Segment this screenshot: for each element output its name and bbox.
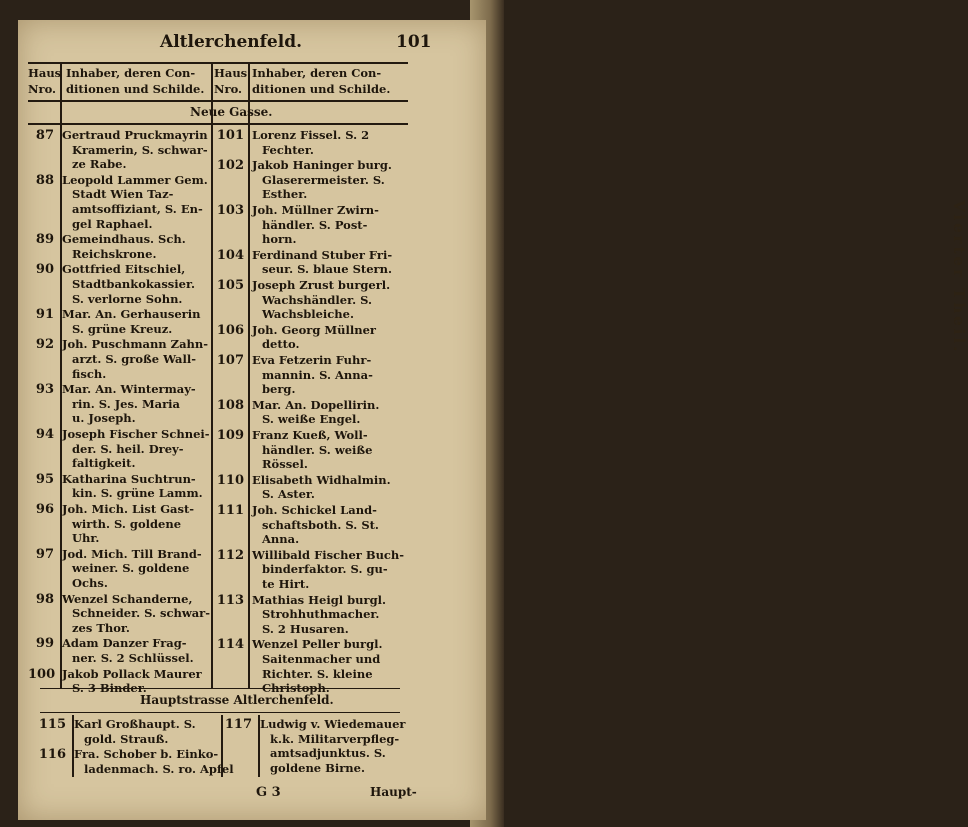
entry-text-line: S. verlorne Sohn. xyxy=(72,291,183,306)
rule-after-hauptstrasse xyxy=(40,712,400,713)
entry-number: 117 xyxy=(224,717,252,732)
entry-text-line: Eva Fetzerin Fuhr- xyxy=(252,353,372,367)
section-heading-hauptstrasse: Hauptstrasse Altlerchenfeld. xyxy=(140,693,334,707)
rule-top xyxy=(28,62,408,64)
col-owner-label-right-1: Inhaber, deren Con- xyxy=(252,66,382,80)
col-house-label-left: Haus xyxy=(28,66,62,80)
entry-text-line: weiner. S. goldene xyxy=(72,561,190,576)
entry-number: 113 xyxy=(216,592,244,608)
left-column xyxy=(28,128,211,696)
entry-text-line: arzt. S. große Wall- xyxy=(72,352,196,366)
entry-text-line: Gemeindhaus. Sch. xyxy=(62,232,186,247)
entry-text-line: u. Joseph. xyxy=(72,411,136,426)
entry-text-line: S. Aster. xyxy=(262,487,315,502)
entry-number: 93 xyxy=(35,382,54,398)
entry-text-line: te Hirt. xyxy=(262,577,310,591)
entry-text-line: Schneider. S. schwar- xyxy=(72,606,211,621)
col-number-label-left: Nro. xyxy=(28,82,57,96)
entry-number: 111 xyxy=(216,503,244,518)
entry-text-line: Karl Großhaupt. S. xyxy=(74,717,196,731)
entry-text-line: gold. Strauß. xyxy=(84,731,169,746)
entry-number: 103 xyxy=(216,203,244,218)
entry-text-line: Lorenz Fissel. S. 2 xyxy=(252,128,370,142)
entry-text-line: Franz Kueß, Woll- xyxy=(252,428,368,442)
entry-text-line: Wachsbleiche. xyxy=(262,307,354,322)
entry-text-line: amtsadjunktus. S. xyxy=(270,746,386,761)
entry-text-line: wirth. S. goldene xyxy=(72,516,182,531)
entry-text-line: ner. S. 2 Schlüssel. xyxy=(72,651,194,665)
bottom-right-column xyxy=(224,717,408,781)
entry-text-line: Joseph Fischer Schnei- xyxy=(62,427,210,441)
entry-text-line: schaftsboth. S. St. xyxy=(262,517,379,532)
entry-text-line: Mar. An. Gerhauserin xyxy=(62,307,201,322)
entry-number: 90 xyxy=(35,262,54,278)
entry-number: 98 xyxy=(35,591,54,607)
entry-text-line: Jakob Pollack Maurer xyxy=(62,666,202,681)
entry-number: 105 xyxy=(216,278,244,293)
right-column xyxy=(214,128,408,696)
entry-text-line: Fra. Schober b. Einko- xyxy=(74,747,219,762)
entry-text-line: Fechter. xyxy=(262,142,314,157)
entry-number: 88 xyxy=(35,172,54,188)
page-number: 101 xyxy=(396,32,432,52)
entry-text-line: Jakob Haninger burg. xyxy=(252,158,392,173)
entry-number: 102 xyxy=(216,158,244,174)
spine-text: Vierter Theil. xyxy=(950,200,968,355)
entry-text-line: Ochs. xyxy=(72,576,108,590)
col-owner-label-left-2: ditionen und Schilde. xyxy=(66,82,205,96)
entry-text-line: Reichskrone. xyxy=(72,246,157,261)
entry-text-line: Elisabeth Widhalmin. xyxy=(252,472,391,487)
entry-text-line: Christoph. xyxy=(262,681,330,696)
entry-text-line: Strohhuthmacher. xyxy=(262,607,380,622)
entry-text-line: ze Rabe. xyxy=(72,157,127,172)
entry-number: 110 xyxy=(216,472,244,488)
entry-text-line: händler. S. weiße xyxy=(262,442,373,457)
entry-number: 96 xyxy=(35,502,54,517)
entry-text-line: Ferdinand Stuber Fri- xyxy=(252,247,393,262)
entry-text-line: Anna. xyxy=(262,532,300,547)
entry-text-line: Willibald Fischer Buch- xyxy=(252,547,405,562)
entry-number: 106 xyxy=(216,322,244,338)
entry-text-line: amtsoffiziant, S. En- xyxy=(72,202,203,216)
entry-number: 92 xyxy=(35,337,54,353)
entry-text-line: Ludwig v. Wiedemauer xyxy=(260,717,406,731)
entry-number: 99 xyxy=(35,636,54,652)
entry-number: 101 xyxy=(216,128,244,143)
entry-text-line: Wenzel Schanderne, xyxy=(62,591,193,606)
entry-text-line: Saitenmacher und xyxy=(262,652,381,666)
entry-number: 104 xyxy=(216,247,244,263)
entry-number: 97 xyxy=(35,546,54,562)
entry-text-line: S. 3 Binder. xyxy=(72,681,147,696)
catchword: Haupt- xyxy=(370,785,417,799)
entry-text-line: Esther. xyxy=(262,187,308,202)
entry-text-line: Mar. An. Wintermay- xyxy=(62,382,196,397)
entry-text-line: S. weiße Engel. xyxy=(262,412,361,427)
entry-text-line: Rössel. xyxy=(262,457,308,472)
entry-text-line: Glaserermeister. S. xyxy=(262,172,385,187)
section-heading-neue-gasse: Neue Gasse. xyxy=(190,105,273,119)
entry-text-line: zes Thor. xyxy=(72,620,130,635)
entry-text-line: k.k. Militarverpfleg- xyxy=(270,731,400,746)
entry-text-line: Wenzel Peller burgl. xyxy=(252,637,383,652)
entry-text-line: gel Raphael. xyxy=(72,216,153,231)
entry-text-line: S. 2 Husaren. xyxy=(262,621,349,636)
entry-text-line: fisch. xyxy=(72,366,107,381)
rule-column-head xyxy=(28,100,408,102)
entry-text-line: horn. xyxy=(262,232,297,247)
entry-number: 91 xyxy=(35,307,54,323)
entry-text-line: Joh. Schickel Land- xyxy=(252,503,377,517)
rule-section-head xyxy=(28,123,408,125)
entry-text-line: Richter. S. kleine xyxy=(262,666,373,681)
entry-number: 107 xyxy=(216,353,244,368)
entry-text-line: Katharina Suchtrun- xyxy=(62,471,196,486)
entry-text-line: händler. S. Post- xyxy=(262,217,368,232)
entry-number: 114 xyxy=(216,637,244,653)
entry-text-line: Jod. Mich. Till Brand- xyxy=(62,546,202,561)
col-owner-label-right-2: ditionen und Schilde. xyxy=(252,82,391,96)
entry-number: 108 xyxy=(216,397,244,413)
entry-text-line: der. S. heil. Drey- xyxy=(72,441,184,456)
entry-text-line: goldene Birne. xyxy=(270,760,365,775)
col-owner-label-left-1: Inhaber, deren Con- xyxy=(66,66,196,80)
entry-text-line: rin. S. Jes. Maria xyxy=(72,396,180,411)
bottom-left-column xyxy=(28,717,234,781)
signature-mark: G 3 xyxy=(256,785,281,800)
entry-text-line: Stadtbankokassier. xyxy=(72,277,195,291)
entry-text-line: Mar. An. Dopellirin. xyxy=(252,397,380,412)
entry-text-line: detto. xyxy=(262,337,300,352)
entry-text-line: Mathias Heigl burgl. xyxy=(252,592,386,607)
entry-text-line: ladenmach. S. ro. Apfel xyxy=(84,761,234,776)
entry-number: 95 xyxy=(35,471,54,487)
col-house-label-right: Haus xyxy=(214,66,248,80)
entry-text-line: Stadt Wien Taz- xyxy=(72,187,174,202)
page-title: Altlerchenfeld. xyxy=(160,32,303,52)
entry-text-line: Leopold Lammer Gem. xyxy=(62,172,208,187)
entry-text-line: Joh. Puschmann Zahn- xyxy=(62,337,209,352)
entry-text-line: Wachshändler. S. xyxy=(262,292,373,307)
entry-number: 116 xyxy=(38,747,66,763)
entry-text-line: binderfaktor. S. gu- xyxy=(262,562,388,577)
entry-text-line: faltigkeit. xyxy=(72,456,136,471)
entry-text-line: Joh. Müllner Zwirn- xyxy=(252,203,379,217)
entry-text-line: seur. S. blaue Stern. xyxy=(262,262,392,277)
entry-number: 87 xyxy=(35,128,54,143)
col-number-label-right: Nro. xyxy=(214,82,243,96)
entry-number: 115 xyxy=(38,717,66,732)
entry-text-line: berg. xyxy=(262,382,296,397)
entry-text-line: kin. S. grüne Lamm. xyxy=(72,486,203,501)
entry-text-line: S. grüne Kreuz. xyxy=(72,321,173,336)
entry-number: 100 xyxy=(28,666,56,682)
entry-text-line: Adam Danzer Frag- xyxy=(62,636,187,651)
entry-text-line: Joseph Zrust burgerl. xyxy=(252,278,391,292)
entry-number: 112 xyxy=(216,547,244,563)
entry-text-line: Gertraud Pruckmayrin xyxy=(62,128,208,142)
entry-number: 109 xyxy=(216,428,244,443)
entry-number: 94 xyxy=(35,427,54,442)
entry-number: 89 xyxy=(35,232,54,248)
entry-text-line: Uhr. xyxy=(72,531,100,546)
entry-text-line: Kramerin, S. schwar- xyxy=(72,142,208,157)
entry-text-line: mannin. S. Anna- xyxy=(262,367,373,382)
entry-text-line: Joh. Georg Müllner xyxy=(252,322,376,337)
entry-text-line: Joh. Mich. List Gast- xyxy=(62,502,195,516)
entry-text-line: Gottfried Eitschiel, xyxy=(62,262,186,277)
